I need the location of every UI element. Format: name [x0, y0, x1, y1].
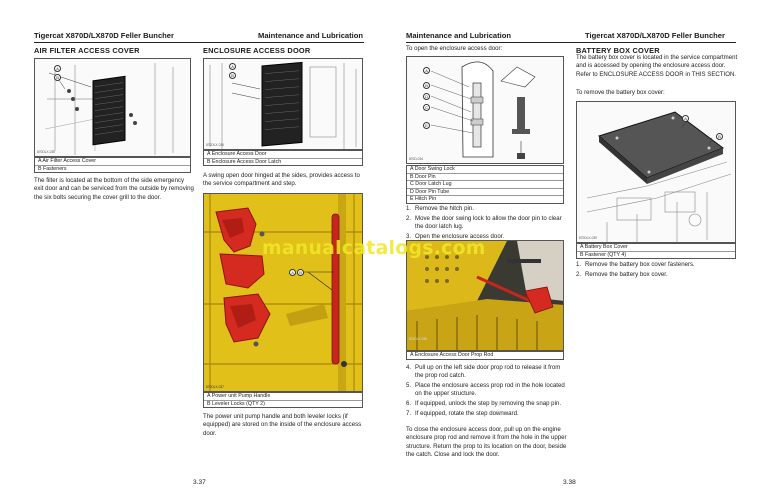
legend-item: B Enclosure Access Door Latch: [204, 158, 362, 166]
prop-rod-legend: [406, 351, 564, 360]
air-filter-legend: [34, 157, 191, 173]
step-item: [576, 261, 736, 269]
battery-box-callout-a: A: [682, 115, 689, 122]
step-text: Move the door swing lock to allow the door pin to clear the door latch lug.: [415, 215, 562, 230]
pump-handle-legend: [203, 392, 363, 408]
battery-box-intro: To remove the battery box cover:: [576, 89, 665, 96]
legend-item: E Hitch Pin: [407, 195, 563, 203]
legend-item: B Leveler Locks (QTY 2): [204, 400, 362, 408]
legend-item: C Door Latch Lug: [407, 180, 563, 188]
step-item: [406, 205, 566, 213]
door-lock-callout-b: B: [423, 82, 430, 89]
step-text: Remove the battery box cover.: [585, 271, 668, 278]
door-lock-figure-id: 870D-034: [409, 157, 423, 161]
enclosure-door-figure: [203, 58, 363, 150]
battery-box-heading: BATTERY BOX COVER: [576, 46, 660, 55]
door-lock-callout-e: E: [423, 122, 430, 129]
door-lock-callout-c: C: [423, 104, 430, 111]
legend-item: B Fasteners: [35, 165, 190, 173]
legend-item: A Battery Box Cover: [580, 244, 628, 250]
air-filter-figure-id: 870DLX-035: [37, 150, 55, 154]
air-filter-figure: [34, 58, 191, 157]
pump-handle-callout-b: B: [297, 269, 304, 276]
step-number: 2.: [576, 271, 582, 278]
legend-item: A Air Filter Access Cover: [38, 158, 96, 164]
battery-box-body: The battery box cover is located in the service compartment and is accessed by opening the enclosure access door. Refer to ENCLOSURE ACCESS DOOR in THIS SECTION.: [576, 54, 738, 78]
door-lock-figure: [406, 56, 564, 164]
door-lock-illustration: [407, 57, 564, 164]
step-number: 1.: [406, 205, 412, 212]
battery-box-legend: [576, 243, 736, 259]
prop-rod-photo-id: 870DLX-038: [409, 337, 427, 341]
battery-box-illustration: [577, 102, 736, 243]
step-number: 6.: [406, 400, 412, 407]
prop-rod-steps: [406, 364, 566, 420]
step-number: 3.: [406, 233, 412, 240]
enclosure-door-callout-a: A: [229, 63, 236, 70]
step-item: [406, 382, 566, 398]
pump-handle-photo: [203, 193, 363, 392]
step-text: Pull up on the left side door prop rod to release it from the prop rod catch.: [415, 364, 561, 379]
legend-item: B Fastener (QTY 4): [577, 251, 735, 259]
step-number: 4.: [406, 364, 412, 371]
left-page-number: 3.37: [193, 479, 206, 486]
door-lock-legend: [406, 165, 564, 204]
right-header-section: Maintenance and Lubrication: [406, 31, 512, 40]
legend-item: B Door Pin: [407, 173, 563, 181]
step-number: 7.: [406, 410, 412, 417]
pump-handle-callout-a: A: [289, 269, 296, 276]
step-number: 1.: [576, 261, 582, 268]
right-header-rule: [406, 42, 736, 43]
battery-box-figure-id: 870DLX-039: [579, 236, 597, 240]
legend-item: A Door Swing Lock: [410, 166, 455, 172]
pump-handle-photo-id: 870DLX-037: [206, 385, 224, 389]
step-item: [406, 410, 566, 418]
enclosure-door-figure-id: 870DLX-036: [206, 143, 224, 147]
legend-item: A Enclosure Access Door: [207, 151, 267, 157]
door-lock-callout-a: A: [423, 67, 430, 74]
legend-item: A Enclosure Access Door Prop Rod: [410, 352, 494, 358]
battery-box-callout-b: B: [716, 133, 723, 140]
right-header-title: Tigercat X870D/LX870D Feller Buncher: [585, 31, 725, 40]
air-filter-callout-a: A: [54, 65, 61, 72]
enclosure-door-body: A swing open door hinged at the sides, provides access to the service compartment and step.: [203, 172, 360, 188]
door-lock-callout-d: D: [423, 93, 430, 100]
right-page-number: 3.38: [563, 479, 576, 486]
step-text: If equipped, unlock the step by removing the snap pin.: [415, 400, 562, 407]
legend-item: D Door Pin Tube: [407, 188, 563, 196]
step-text: Place the enclosure access prop rod in the hole located on the upper structure.: [415, 382, 565, 397]
close-door-text: To close the enclosure access door, pull up on the engine enclosure prop rod and remove it from the hole in the upper structure. Return the prop to its location on the door, beside the catch. Close and lock the door.: [406, 426, 567, 458]
watermark-text: manualcatalogs.com: [262, 238, 486, 259]
enclosure-door-callout-b: B: [229, 72, 236, 79]
air-filter-heading: AIR FILTER ACCESS COVER: [34, 46, 140, 55]
enclosure-door-illustration: [204, 59, 363, 150]
step-number: 5.: [406, 382, 412, 389]
left-header-rule: [34, 42, 364, 43]
left-header-section: Maintenance and Lubrication: [258, 31, 364, 40]
air-filter-body: The filter is located at the bottom of the side emergency exit door and can be serviced from the outside by removing the six bolts securing the cover grill to the door.: [34, 177, 194, 201]
step-item: [406, 364, 566, 380]
left-header-title: Tigercat X870D/LX870D Feller Buncher: [34, 31, 174, 40]
step-item: [406, 400, 566, 408]
open-door-intro: To open the enclosure access door:: [406, 45, 503, 52]
pump-handle-body: The power unit pump handle and both leveler locks (if equipped) are stored on the inside of the enclosure access door.: [203, 413, 362, 437]
step-text: Remove the battery box cover fasteners.: [585, 261, 695, 268]
step-number: 2.: [406, 215, 412, 222]
step-item: [576, 271, 736, 279]
enclosure-door-legend: [203, 150, 363, 166]
step-text: Remove the hitch pin.: [415, 205, 474, 212]
pump-handle-image: [204, 194, 363, 392]
step-text: Open the enclosure access door.: [415, 233, 505, 240]
step-item: [406, 215, 566, 231]
battery-box-steps: [576, 261, 736, 281]
legend-item: A Power unit Pump Handle: [207, 393, 271, 399]
step-text: If equipped, rotate the step downward.: [415, 410, 519, 417]
battery-box-figure: [576, 101, 736, 243]
enclosure-door-heading: ENCLOSURE ACCESS DOOR: [203, 46, 311, 55]
air-filter-callout-b: B: [54, 74, 61, 81]
